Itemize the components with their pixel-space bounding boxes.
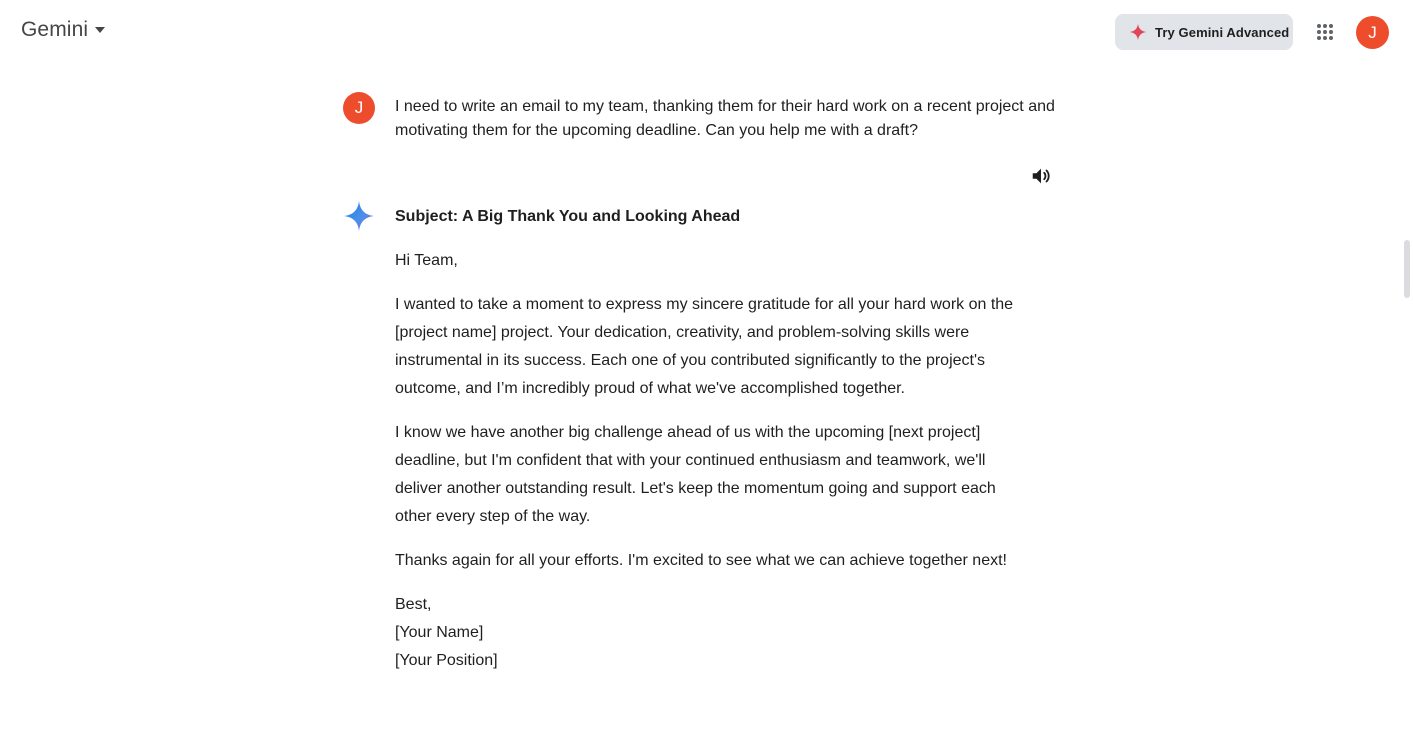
scrollbar-thumb[interactable] — [1404, 240, 1410, 298]
signoff-position: [Your Position] — [395, 652, 498, 669]
signoff-closing: Best, — [395, 596, 432, 613]
google-apps-button[interactable] — [1309, 16, 1341, 48]
model-response — [395, 205, 1035, 675]
email-greeting: Hi Team, — [395, 252, 458, 269]
user-prompt: I need to write an email to my team, thanking them for their hard work on a recent project and motivating them for the upcoming deadline. Can you help me with a draft? — [395, 98, 1055, 139]
signoff-name: [Your Name] — [395, 624, 484, 641]
email-paragraph: I wanted to take a moment to express my sincere gratitude for all your hard work on the [project name] project. Your dedication, creativity, and problem-solving skills were instrumental in its success. Each one of you contributed significantly to the project's outcome, and I’m incredibly proud of what we've accomplished together. — [395, 296, 1014, 397]
model-switcher[interactable] — [21, 18, 106, 42]
user-avatar: J — [343, 92, 375, 124]
try-gemini-advanced-label: Try Gemini Advanced — [1155, 24, 1290, 40]
top-bar — [0, 0, 1413, 64]
email-signoff — [395, 591, 1035, 675]
email-paragraph: Thanks again for all your efforts. I'm excited to see what we can achieve together next! — [395, 552, 1007, 569]
spark-icon — [1129, 23, 1147, 41]
try-gemini-advanced-button[interactable] — [1115, 14, 1293, 50]
gemini-star-icon — [343, 200, 375, 232]
account-avatar[interactable]: J — [1356, 16, 1389, 49]
caret-down-icon — [94, 26, 106, 34]
apps-grid-icon — [1316, 23, 1334, 41]
email-subject: Subject: A Big Thank You and Looking Ahead — [395, 208, 741, 225]
speaker-icon — [1030, 165, 1052, 187]
listen-button[interactable] — [1028, 163, 1054, 189]
brand-name: Gemini — [21, 18, 89, 41]
email-paragraph: I know we have another big challenge ahead of us with the upcoming [next project] deadline, but I'm confident that with your continued enthusiasm and teamwork, we'll deliver another outstanding result. Let's keep the momentum going and support each other every step of the way. — [395, 424, 996, 525]
